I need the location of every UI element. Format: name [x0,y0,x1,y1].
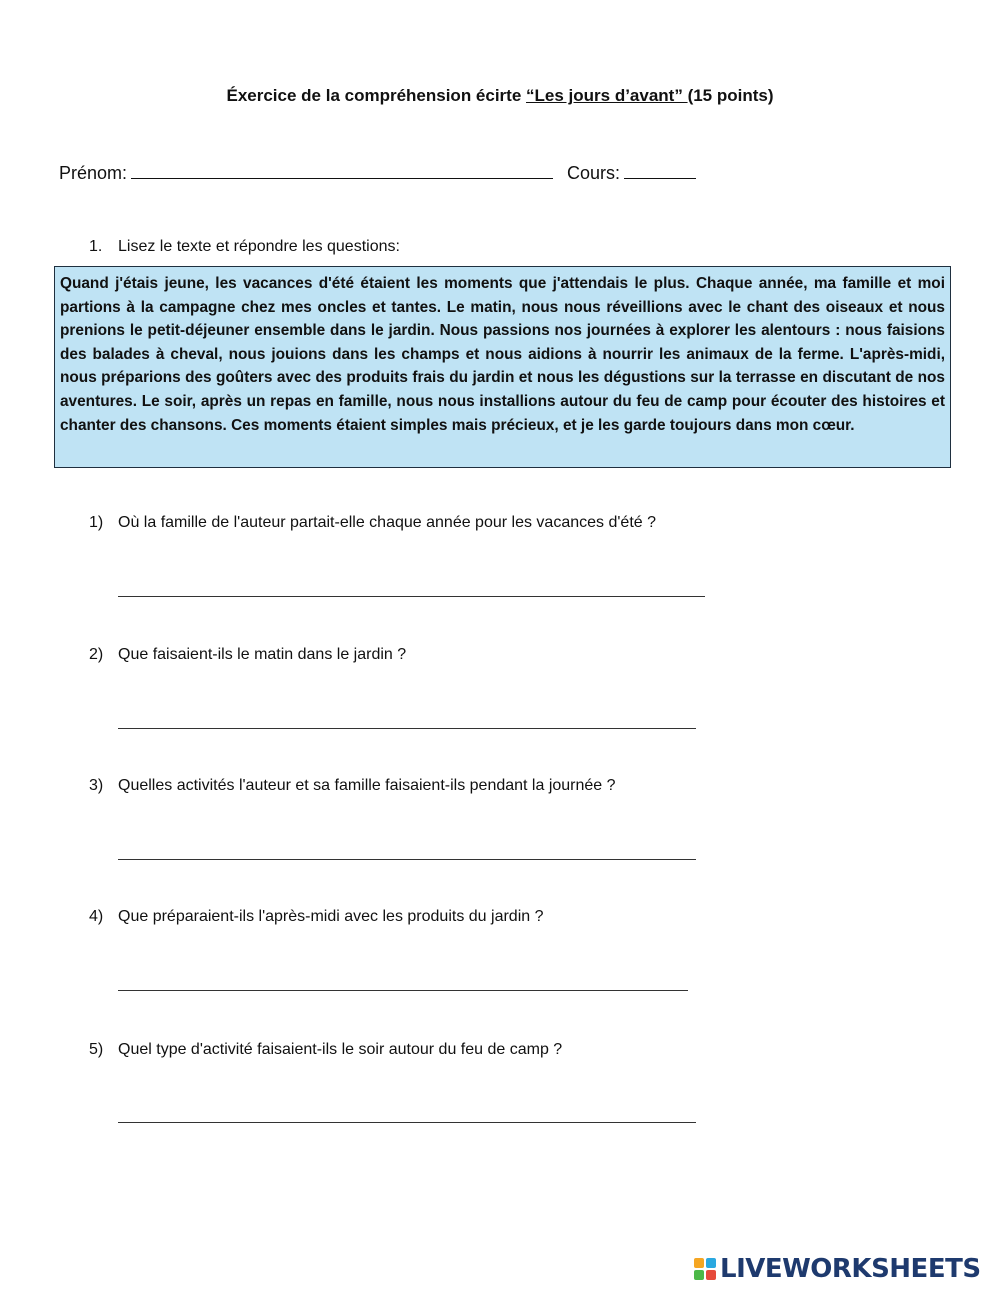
name-answer-blank[interactable] [131,162,553,179]
question-number: 4) [89,908,104,925]
question-text: Où la famille de l'auteur partait-elle chaque année pour les vacances d'été ? [118,514,656,531]
question-5 [89,1041,562,1059]
question-text: Que faisaient-ils le matin dans le jardin ? [118,646,407,663]
question-1 [89,514,656,532]
course-label: Cours: [567,163,621,183]
title-prefix: Éxercice de la compréhension écirte [226,86,527,105]
instruction [89,238,400,256]
title-points: (15 points) [687,86,774,105]
student-info-row [59,162,696,184]
question-number: 1) [89,514,104,531]
question-3 [89,777,616,795]
question-2 [89,646,406,664]
reading-passage: Quand j'étais jeune, les vacances d'été étaient les moments que j'attendais le plus. Chaque année, ma famille et moi partions à la campagne chez mes oncles et tantes. Le matin, nous nous réveillions avec le chant des oiseaux et nous prenions le petit-déjeuner ensemble dans le jardin. Nous passions nos journées à explorer les alentours : nous faisions des balades à cheval, nous jouions dans les champs et nous aidions à nourrir les animaux de la ferme. L'après-midi, nous préparions des goûters avec des produits frais du jardin et nous les dégustions sur la terrasse en discutant de nos aventures. Le soir, après un repas en famille, nous nous installions autour du feu de camp pour écouter des histoires et chanter des chansons. Ces moments étaient simples mais précieux, et je les garde toujours dans mon cœur. [54,266,951,468]
question-4 [89,908,543,926]
question-number: 5) [89,1041,104,1058]
name-label: Prénom: [59,163,128,183]
question-text: Quel type d'activité faisaient-ils le soir autour du feu de camp ? [118,1041,563,1058]
answer-line-3[interactable] [118,859,696,860]
title-reading-name: “Les jours d’avant” [526,86,688,105]
logo-text: LIVEWORKSHEETS [720,1254,981,1284]
course-answer-blank[interactable] [624,162,696,179]
instruction-number: 1. [89,238,103,255]
liveworksheets-logo-icon [694,1258,716,1280]
question-text: Quelles activités l'auteur et sa famille faisaient-ils pendant la journée ? [118,777,616,794]
instruction-text: Lisez le texte et répondre les questions: [118,238,400,255]
liveworksheets-logo [694,1255,981,1283]
answer-line-1[interactable] [118,596,705,597]
answer-line-5[interactable] [118,1122,696,1123]
question-number: 3) [89,777,104,794]
question-number: 2) [89,646,104,663]
question-text: Que préparaient-ils l'après-midi avec les produits du jardin ? [118,908,544,925]
answer-line-2[interactable] [118,728,696,729]
worksheet-title [0,86,1000,106]
answer-line-4[interactable] [118,990,688,991]
